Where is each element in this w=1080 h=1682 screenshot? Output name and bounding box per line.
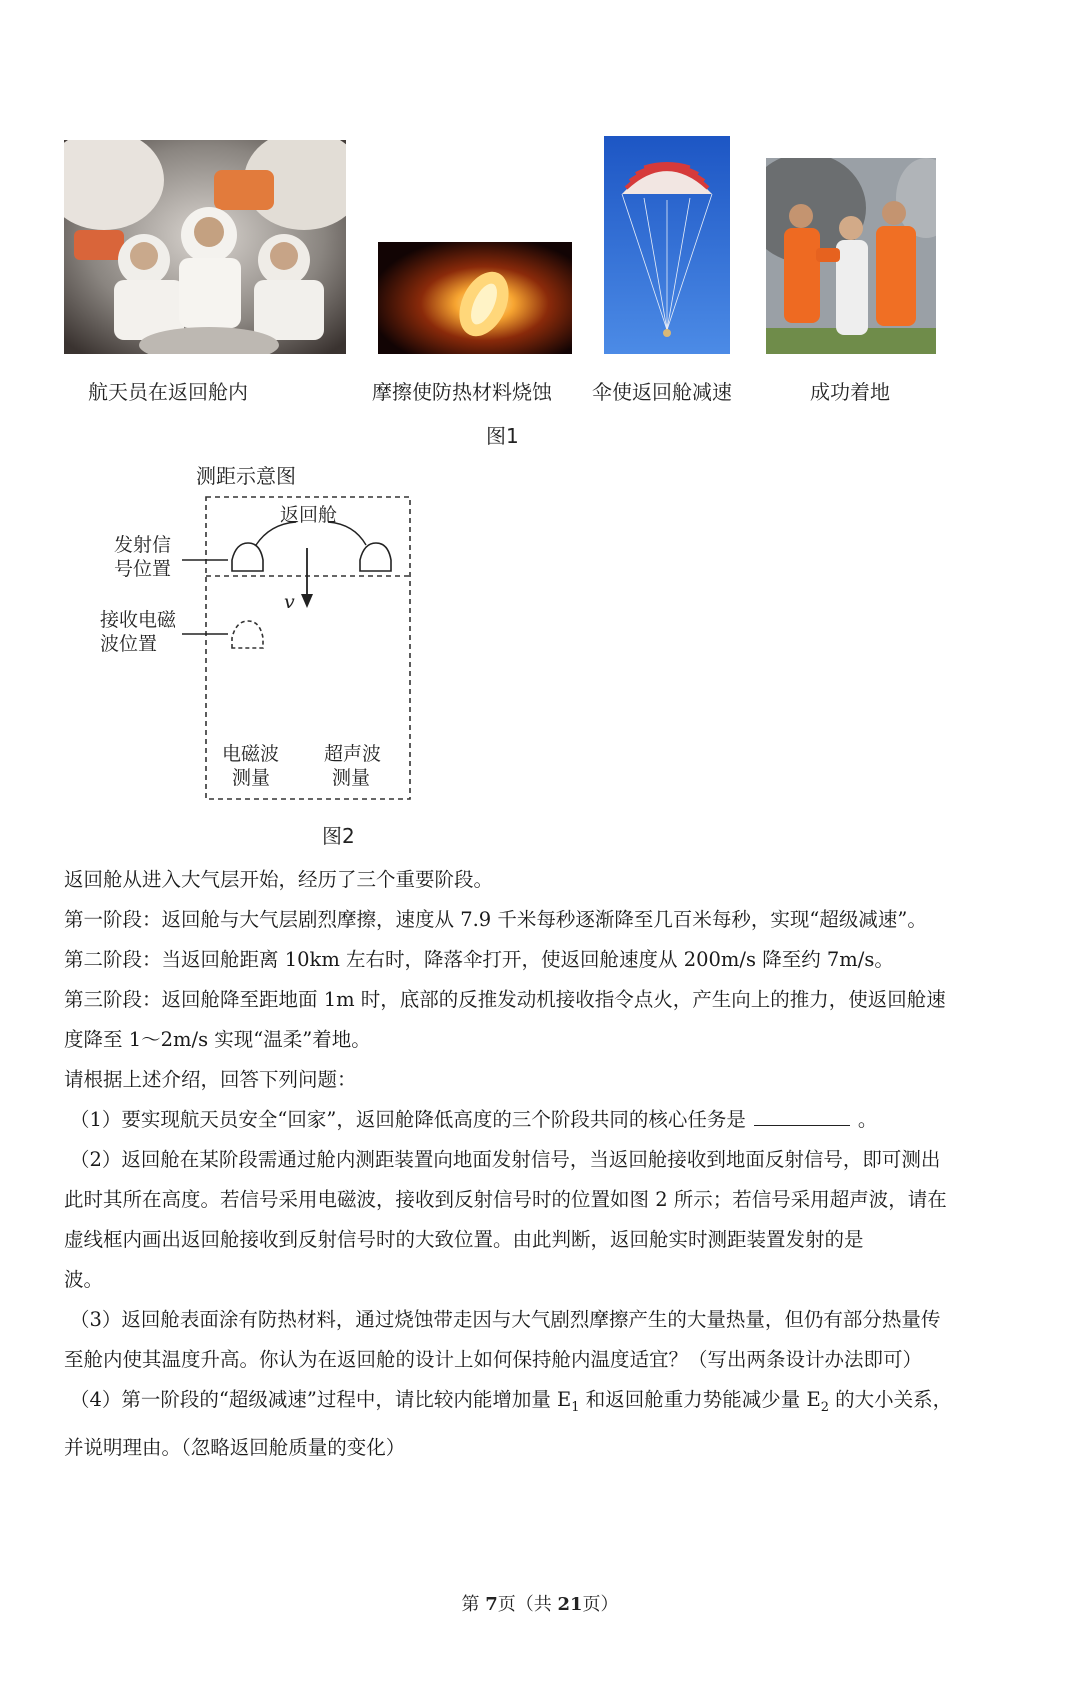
- emit-position-label-line2: 号位置: [114, 558, 172, 580]
- question-2-line1: （2）返回舱在某阶段需通过舱内测距装置向地面发射信号，当返回舱接收到地面反射信号，即可测出: [70, 1148, 941, 1171]
- question-4-line1: （4）第一阶段的“超级减速”过程中，请比较内能增加量 $E_1$ 和返回舱重力势能减少量 $E_2$ 的大小关系，: [70, 1388, 953, 1415]
- figure2-title: 测距示意图: [196, 464, 296, 488]
- velocity-label: v: [284, 591, 295, 613]
- passage-intro: [64, 860, 1024, 1468]
- stage3-line2: 度降至 1～2m/s 实现“温柔”着地。: [64, 1028, 371, 1051]
- capsule-label: 返回舱: [280, 504, 338, 526]
- caption-astronauts: 航天员在返回舱内: [88, 380, 248, 404]
- prompt-line: 请根据上述介绍，回答下列问题：: [64, 1068, 357, 1091]
- question-4-line2: 并说明理由。（忽略返回舱质量的变化）: [64, 1435, 406, 1459]
- page-total: 21: [557, 1594, 583, 1615]
- receive-position-label-line1: 接收电磁: [100, 609, 177, 631]
- question-1: （1）要实现航天员安全“回家”，返回舱降低高度的三个阶段共同的核心任务是 。: [64, 1100, 1024, 1140]
- emit-position-label-line1: 发射信: [114, 534, 172, 556]
- question-3-line1: （3）返回舱表面涂有防热材料，通过烧蚀带走因与大气剧烈摩擦产生的大量热量，但仍有部分热量传: [70, 1308, 941, 1331]
- caption-ablation: 摩擦使防热材料烧蚀: [372, 380, 552, 404]
- caption-parachute: 伞使返回舱减速: [592, 380, 732, 404]
- figure1-label: 图1: [486, 424, 519, 448]
- capsule-left-icon: [232, 543, 263, 571]
- stage1-line: 第一阶段：返回舱与大气层剧烈摩擦，速度从 7.9 千米每秒逐渐降至几百米每秒，实现“超级减速”。: [64, 908, 927, 931]
- receive-position-label-line2: 波位置: [100, 633, 158, 655]
- question-3-line2: 至舱内使其温度升高。你认为在返回舱的设计上如何保持舱内温度适宜？（写出两条设计办法即可）: [64, 1348, 923, 1371]
- question-2-line3: 虚线框内画出返回舱接收到反射信号时的大致位置。由此判断，返回舱实时测距装置发射的是: [64, 1228, 864, 1251]
- question-2-line4: 波。: [64, 1268, 104, 1291]
- capsule-received-position-icon: [232, 621, 263, 648]
- capsule-right-icon: [360, 543, 391, 571]
- question-2-line2: 此时其所在高度。若信号采用电磁波，接收到反射信号时的位置如图 2 所示；若信号采用超声波，请在: [64, 1188, 947, 1211]
- answer-blank-1[interactable]: [754, 1105, 850, 1126]
- stage2-line: 第二阶段：当返回舱距离 10km 左右时，降落伞打开，使返回舱速度从 200m/s 降至约 7m/s。: [64, 948, 894, 971]
- ultrasound-measurement-label-line1: 超声波: [324, 743, 382, 765]
- caption-landing: 成功着地: [810, 380, 890, 404]
- em-measurement-label-line2: 测量: [232, 767, 271, 789]
- figure2-label: 图2: [322, 824, 355, 848]
- stage3-line1: 第三阶段：返回舱降至距地面 1m 时，底部的反推发动机接收指令点火，产生向上的推力，使返回舱速: [64, 988, 946, 1011]
- page-footer: 第 7页（共 21页）: [461, 1594, 619, 1615]
- em-measurement-label-line1: 电磁波: [222, 743, 280, 765]
- page-number: 7: [485, 1594, 498, 1615]
- intro-line: 返回舱从进入大气层开始，经历了三个重要阶段。: [64, 868, 494, 891]
- ultrasound-measurement-label-line2: 测量: [332, 767, 371, 789]
